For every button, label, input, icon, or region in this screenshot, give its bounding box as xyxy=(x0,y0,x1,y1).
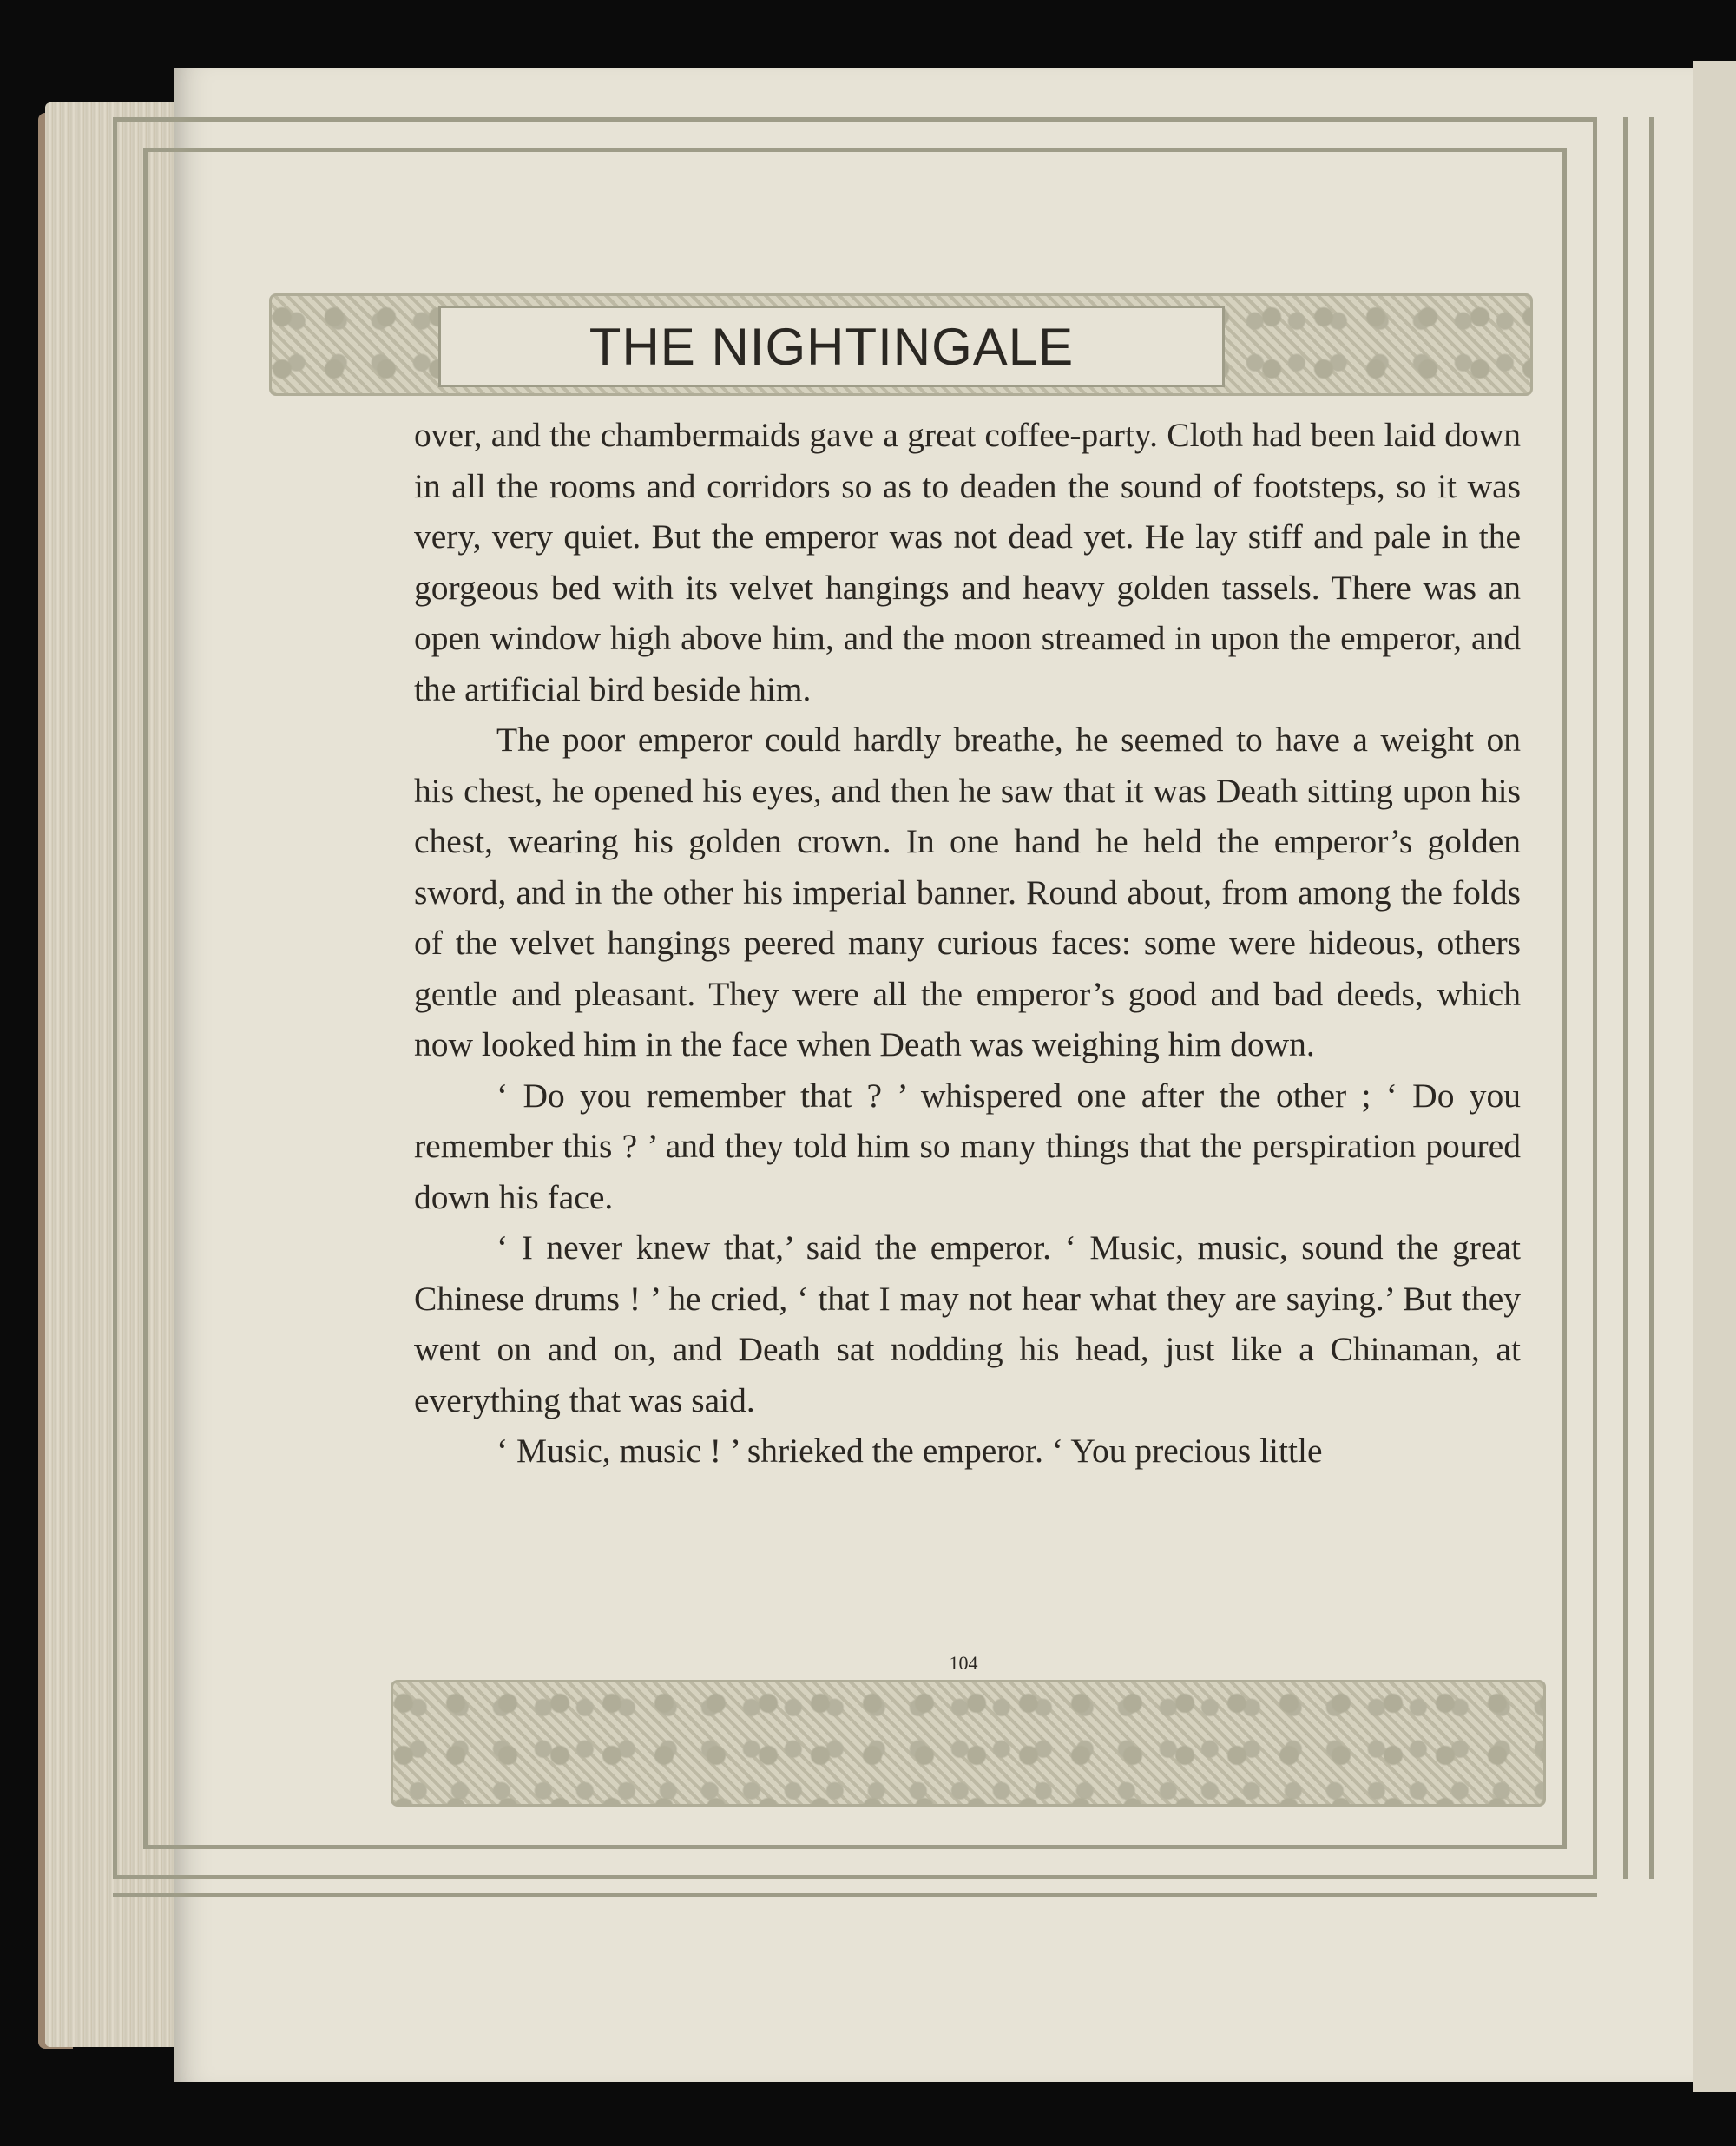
paragraph: ‘ Do you remember that ? ’ whispered one after the other ; ‘ Do you remember this ? ’ and they told him so many things that the perspiration poured down his face. xyxy=(414,1076,1521,1216)
paragraph: ‘ I never knew that,’ said the emperor. ‘ Music, music, sound the great Chinese drums ! ’ he cried, ‘ that I may not hear what they are saying.’ But they went on and on, and Death sat nodding his head, just like a Chinaman, at everything that was said. xyxy=(414,1228,1521,1419)
running-head-box xyxy=(438,306,1225,387)
right-border-line-outer xyxy=(1649,117,1654,1879)
facing-page-edge xyxy=(1693,61,1736,2092)
paragraph: over, and the chambermaids gave a great coffee-party. Cloth had been laid down in all the rooms and corridors so as to deaden the sound of footsteps, so it was very, very quiet. But the emperor was not dead yet. He lay stiff and pale in the gorgeous bed with its velvet hangings and heavy golden tassels. There was an open window high above him, and the moon streamed in upon the emperor, and the artificial bird beside him. xyxy=(414,416,1521,708)
paragraph: The poor emperor could hardly breathe, he seemed to have a weight on his chest, he opened his eyes, and then he saw that it was Death sitting upon his chest, wearing his golden crown. In one hand he held the emperor’s golden sword, and in the other his imperial banner. Round about, from among the folds of the velvet hangings peered many curious faces: some were hideous, others gentle and pleasant. They were all the emperor’s good and bad deeds, which now looked him in the face when Death was weighing him down. xyxy=(414,721,1521,1063)
footer-ornament-band xyxy=(391,1680,1546,1807)
bottom-border-line xyxy=(113,1893,1597,1897)
running-head: THE NIGHTINGALE xyxy=(589,317,1075,376)
paragraph: ‘ Music, music ! ’ shrieked the emperor. ‘ You precious little xyxy=(496,1432,1323,1470)
page-number: 104 xyxy=(949,1652,978,1674)
body-text xyxy=(414,410,1521,1477)
right-border-line xyxy=(1623,117,1628,1879)
